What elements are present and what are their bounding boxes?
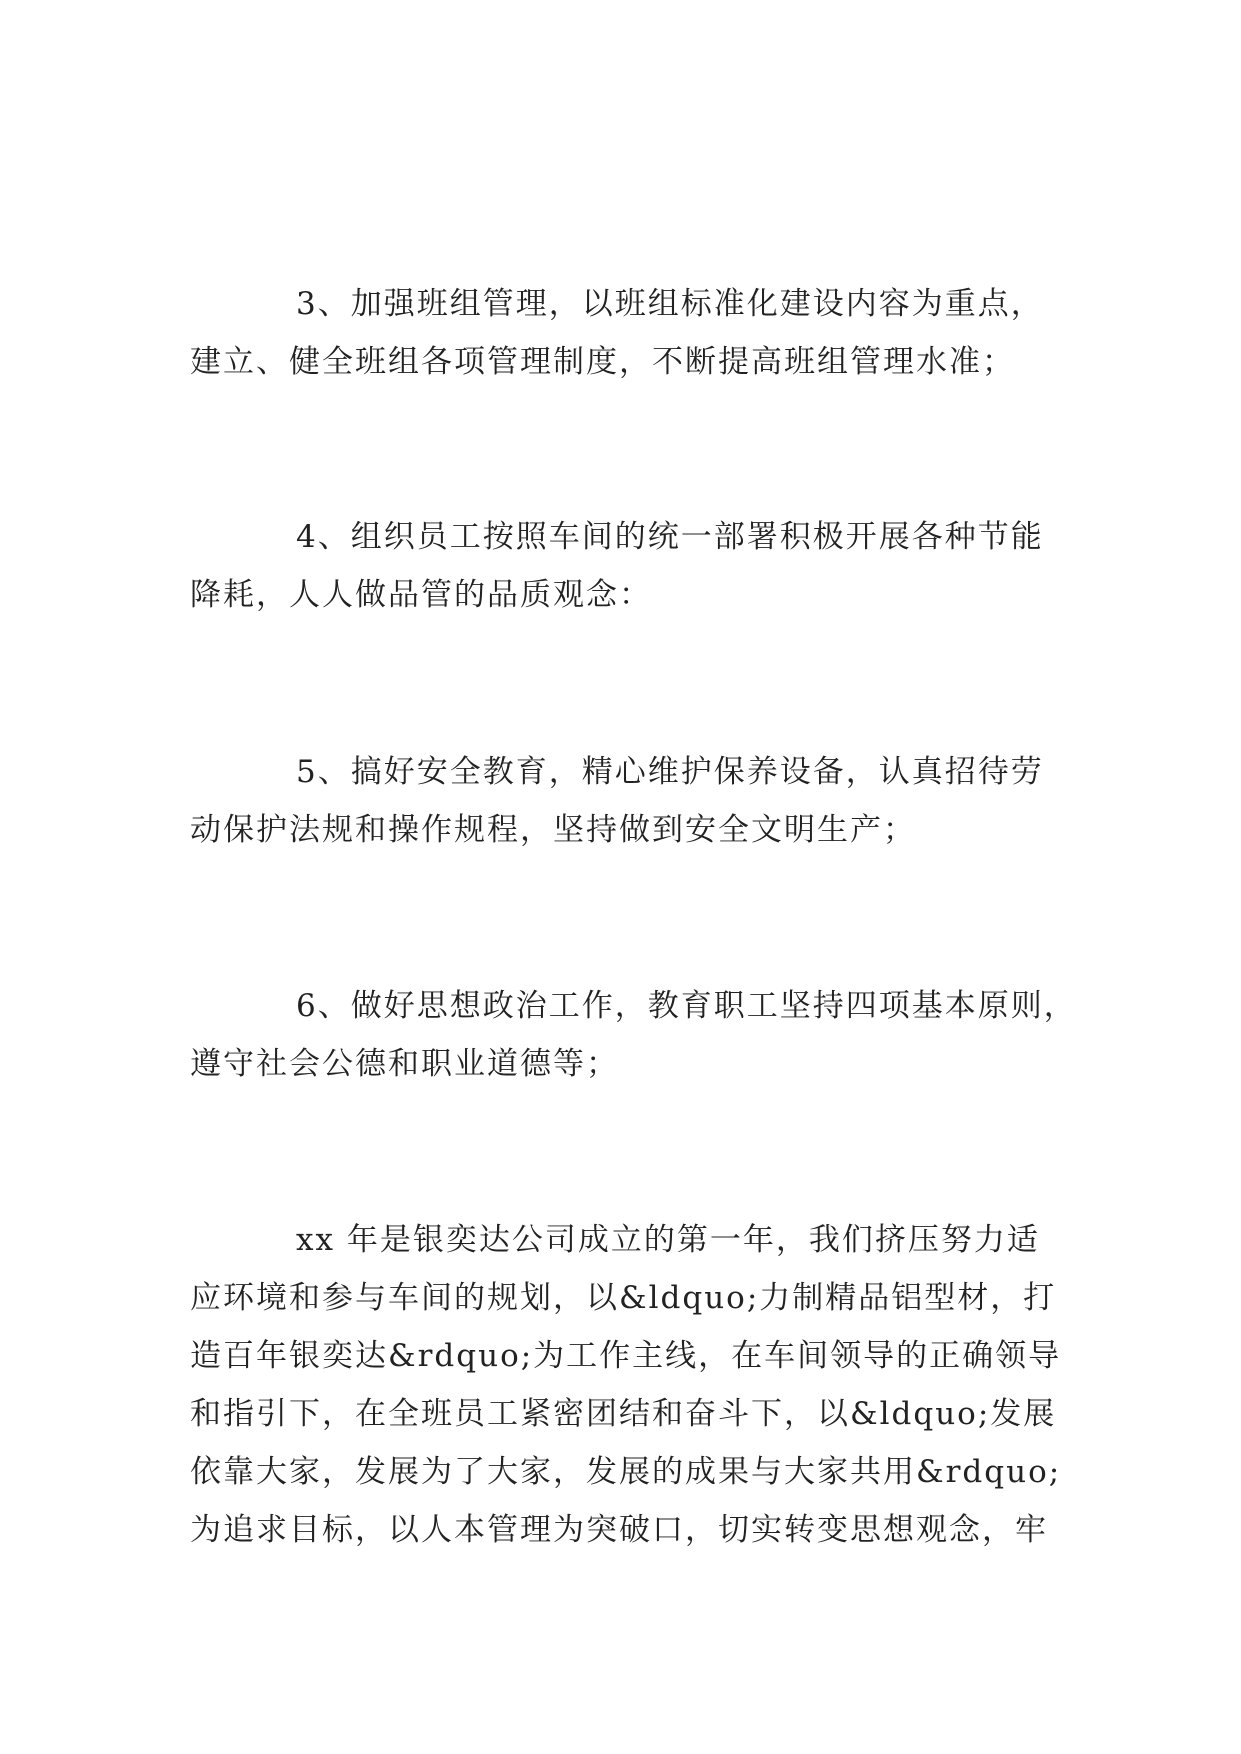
- paragraph-line: xx 年是银奕达公司成立的第一年，我们挤压努力适: [296, 1222, 1040, 1258]
- paragraph-line: 遵守社会公德和职业道德等；: [190, 1046, 619, 1082]
- paragraph-line: 6、做好思想政治工作，教育职工坚持四项基本原则，: [296, 988, 1077, 1024]
- paragraph-line: 造百年银奕达&rdquo;为工作主线，在车间领导的正确领导: [190, 1338, 1062, 1374]
- paragraph-line: 为追求目标，以人本管理为突破口，切实转变思想观念，牢: [190, 1512, 1048, 1548]
- paragraph-line: 动保护法规和操作规程，坚持做到安全文明生产；: [190, 812, 916, 848]
- paragraph-line: 5、搞好安全教育，精心维护保养设备，认真招待劳: [296, 754, 1044, 790]
- paragraph-line: 3、加强班组管理，以班组标准化建设内容为重点，: [296, 286, 1044, 322]
- paragraph-item-4: [190, 508, 1070, 624]
- paragraph-line: 依靠大家，发展为了大家，发展的成果与大家共用&rdquo;: [190, 1454, 1062, 1490]
- paragraph-item-6: [190, 977, 1077, 1093]
- paragraph-line: 应环境和参与车间的规划，以&ldquo;力制精品铝型材，打: [190, 1280, 1057, 1316]
- paragraph-line: 降耗，人人做品管的品质观念：: [190, 577, 652, 613]
- paragraph-item-5: [190, 743, 1070, 859]
- paragraph-summary: [190, 1211, 1070, 1559]
- paragraph-line: 4、组织员工按照车间的统一部署积极开展各种节能: [296, 519, 1044, 555]
- paragraph-line: 和指引下，在全班员工紧密团结和奋斗下，以&ldquo;发展: [190, 1396, 1057, 1432]
- paragraph-line: 建立、健全班组各项管理制度，不断提高班组管理水准；: [190, 344, 1015, 380]
- paragraph-item-3: [190, 275, 1070, 391]
